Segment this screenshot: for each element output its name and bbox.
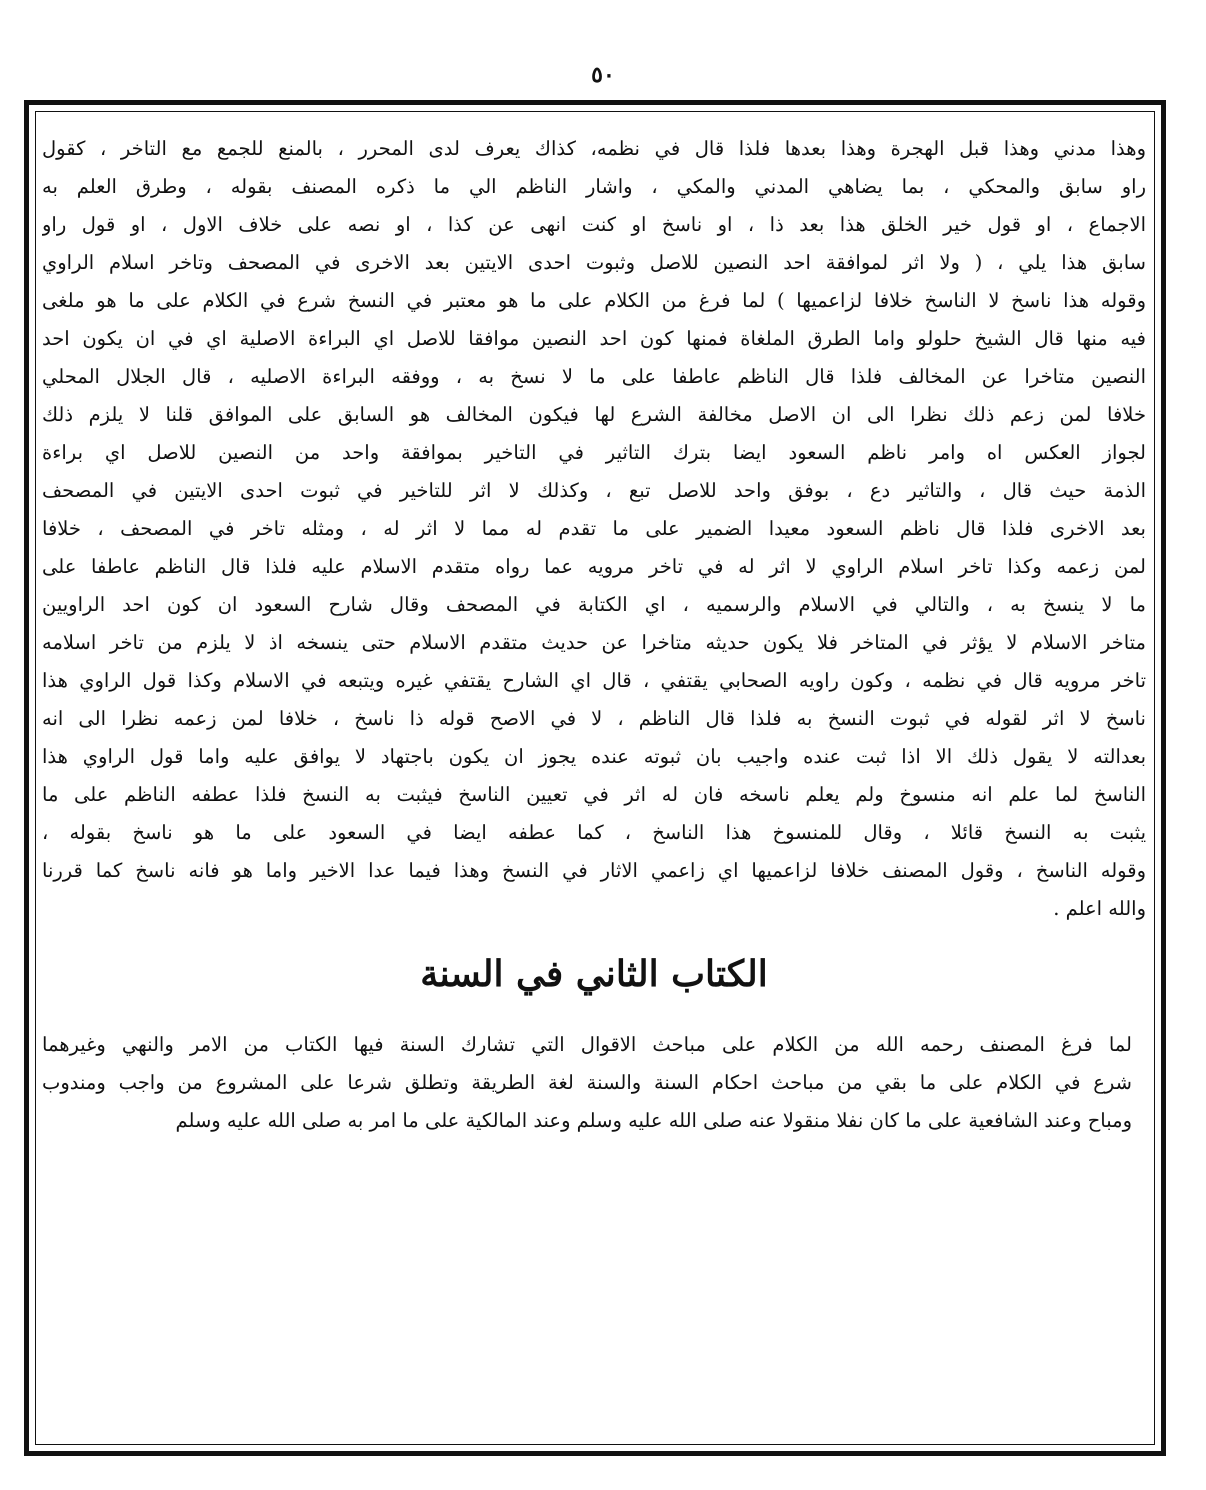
- body-paragraph: [42, 130, 1146, 928]
- text-line: يثبت به النسخ قائلا ، وقال للمنسوخ هذا الناسخ ، كما عطفه ايضا في السعود على ما هو ناسخ بقوله ،: [42, 821, 1146, 844]
- text-line: بعدالته لا يقول ذلك الا اذا ثبت عنده واجيب بان ثبوته عنده يجوز ان يكون باجتهاد لا يوافق عليه واما قول الراوي هذا: [42, 745, 1146, 768]
- text-line: بعد الاخرى فلذا قال ناظم السعود معيدا الضمير على ما تقدم له مما لا اثر له ، ومثله تاخر في المصحف ، خلافا: [42, 517, 1146, 540]
- text-line: ومباح وعند الشافعية على ما كان نفلا منقولا عنه صلى الله عليه وسلم وعند المالكية على ما امر به صلى الله عليه وسلم: [175, 1109, 1132, 1132]
- text-line: ما لا ينسخ به ، والتالي في الاسلام والرسميه ، اي الكتابة في المصحف وقال شارح السعود ان كون احد الراويين: [42, 593, 1146, 616]
- text-line: الذمة حيث قال ، والتاثير دع ، بوفق واحد للاصل تبع ، وكذلك لا اثر للتاخير في ثبوت احدى الايتين في المصحف: [42, 479, 1146, 502]
- text-line: وقوله الناسخ ، وقول المصنف خلافا لزاعميها اي زاعمي الاثار في النسخ وهذا فيما عدا الاخير واما هو فانه ناسخ كما قررنا: [42, 859, 1146, 882]
- text-line: لمن زعمه وكذا تاخر اسلام الراوي لا اثر له في تاخر مرويه عما رواه متقدم الاسلام عليه فلذا قال الناظم عاطفا على: [42, 555, 1146, 578]
- text-line: الاجماع ، او قول خير الخلق هذا بعد ذا ، او ناسخ او كنت انهى عن كذا ، او نصه على خلاف الاول ، او قول راو: [42, 213, 1146, 236]
- text-line: لجواز العكس اه وامر ناظم السعود ايضا بترك التاثير في التاخير بموافقة واحد من النصين للاصل اي براءة: [42, 441, 1146, 464]
- text-line: خلافا لمن زعم ذلك نظرا الى ان الاصل مخالفة الشرع لها فيكون المخالف هو السابق على الموافق قلنا لا يلزم ذلك: [42, 403, 1146, 426]
- page-number: ٥٠: [591, 62, 615, 88]
- text-line: والله اعلم .: [1053, 897, 1146, 920]
- text-line: تاخر مرويه قال في نظمه ، وكون راويه الصحابي يقتفي ، قال اي الشارح يقتفي غيره ويتبعه في الاسلام وكذا قول الراوي هذا: [42, 669, 1146, 692]
- section-paragraph: [42, 1026, 1146, 1140]
- text-line: ناسخ لا اثر لقوله في ثبوت النسخ به فلذا قال الناظم ، لا في الاصح قوله ذا ناسخ ، خلافا لمن زعمه نظرا الى انه: [42, 707, 1146, 730]
- section-heading: الكتاب الثاني في السنة: [420, 953, 768, 995]
- text-line: فيه منها قال الشيخ حلولو واما الطرق الملغاة فمنها كون احد النصين موافقا للاصل اي البراءة الاصلية اي في ان يكون احد: [42, 327, 1146, 350]
- text-line: متاخر الاسلام لا يؤثر في المتاخر فلا يكون حديثه متاخرا عن حديث متقدم الاسلام حتى ينسخه اذ لا يلزم من تاخر اسلامه: [42, 631, 1146, 654]
- text-line: شرع في الكلام على ما بقي من مباحث احكام السنة والسنة لغة الطريقة وتطلق شرعا على المشروع من واجب ومندوب: [42, 1071, 1132, 1094]
- text-line: وهذا مدني وهذا قبل الهجرة وهذا بعدها فلذا قال في نظمه، كذاك يعرف لدى المحرر ، بالمنع للجمع مع التاخر ، كقول: [42, 137, 1146, 160]
- text-line: سابق هذا يلي ، ( ولا اثر لموافقة احد النصين للاصل وثبوت احدى الايتين بعد الاخرى في المصحف وتاخر اسلام الراوي: [42, 251, 1146, 274]
- text-line: النصين متاخرا عن المخالف فلذا قال الناظم عاطفا على ما لا نسخ به ، ووفقه البراءة الاصليه ، قال الجلال المحلي: [42, 365, 1146, 388]
- text-line: وقوله هذا ناسخ لا الناسخ خلافا لزاعميها ) لما فرغ من الكلام على ما هو معتبر في النسخ شرع في الكلام على ما هو ملغى: [42, 289, 1146, 312]
- text-line: الناسخ لما علم انه منسوخ ولم يعلم ناسخه فان له اثر في تعيين الناسخ فيثبت به النسخ فلذا عطفه الناظم على ما: [42, 783, 1146, 806]
- page-text: [42, 130, 1146, 1140]
- text-line: لما فرغ المصنف رحمه الله من الكلام على مباحث الاقوال التي تشارك السنة فيها الكتاب من الامر والنهي وغيرهما: [42, 1033, 1132, 1056]
- text-line: راو سابق والمحكي ، بما يضاهي المدني والمكي ، واشار الناظم الي ما ذكره المصنف بقوله ، وطرق العلم به: [42, 175, 1146, 198]
